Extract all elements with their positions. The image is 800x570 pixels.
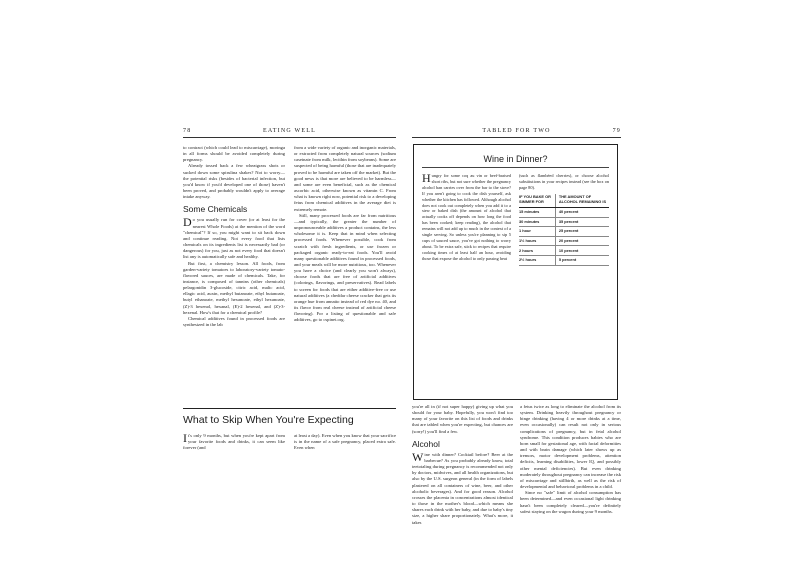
left-page [183,128,396,498]
right-column-2 [520,404,621,515]
table-header-cell: IF YOU BAKE OR SIMMER FOR [519,194,555,208]
table-cell: 10 percent [555,246,609,256]
table-row [519,246,609,256]
box-left-column [422,173,511,262]
wine-in-dinner-box [413,144,618,400]
table-row [519,227,609,237]
right-head-rule [412,137,621,138]
paragraph: But first, a chemistry lesson. All foods, from garden-variety tomatoes to laboratory-variety tomato-flavored sauces, are made of chemicals. Take, for instance, is composed of tannins (other chemicals) pelargonidin 3-glucoside, citric acid, malic acid, ellagic acid, auxin, methyl butanoate, ethyl butanoate, butyl ethanoate, methyl hexanoate, ethyl hexanoate, (Z)-3 hexenol, hexanal, (E)-2 hexenal, and (Z)-3-hexenal. How's that for a chemical profile? [183,260,285,315]
left-running-title: EATING WELL [263,128,316,134]
paragraph: a fetus twice as long to eliminate the alcohol from its system. Drinking heavily throughout pregnancy or binge drinking (having 4 or more drinks at a time, even occasionally) can result not only in serious complications of pregnancy, but in fetal alcohol syndrome. This condition produces babies who are born small for gestational age, with facial deformities and with brain damage (which later shows up as tremors, motor development problems, attention deficits, learning disabilities, lower IQ, and possibly other mental deficiencies). But even drinking moderately throughout pregnancy can increase the risk of miscarriage and stillbirth, as well as the risk of developmental and behavioral problems in a child. [520,404,621,490]
table-header-cell: THE AMOUNT OF ALCOHOL REMAINING IS [555,194,609,208]
left-column-1 [183,145,285,328]
table-cell: 35 percent [555,217,609,227]
table-header-row [519,194,609,208]
table-cell: 25 percent [555,227,609,237]
paragraph: you're all in (if not super happy) giving up what you should for your baby. Hopefully, you won't find too many of your favorite on this list of foods and drinks that are tabled when you're expecting, but chances are (sorry!) you'll find a few. [412,404,513,434]
table-cell: 40 percent [555,208,609,218]
left-column-2 [294,145,396,324]
table-cell: 30 minutes [519,217,555,227]
table-row [519,255,609,265]
table-cell: 15 minutes [519,208,555,218]
paragraph: Already tossed back a few wheatgrass shots or sucked down some spirulina shakes? Not to worry—the potential risks (besides of bacterial infection, but you'd know if you'd developed one of those) haven't been proved, and probably wouldn't apply to average intake anyway. [183,163,285,200]
drop-cap: W [412,449,424,464]
left-page-number: 78 [183,128,192,134]
drop-cap: D [183,215,192,230]
paragraph: to contract (which could lead to miscarriage), moringa in all forms should be avoided completely during pregnancy. [183,145,285,163]
left-running-head [183,128,396,137]
paragraph [183,433,285,451]
box-title: Wine in Dinner? [483,154,548,164]
box-right-column [519,173,609,191]
table-row [519,208,609,218]
section-rule [183,408,396,409]
paragraph: (such as flambéed cherries), or choose alcohol substitutions in your recipes instead (see the box on page 80). [519,173,609,190]
table-cell: 5 percent [555,255,609,265]
section-heading-some-chemicals: Some Chemicals [183,204,248,215]
section-heading-alcohol: Alcohol [412,438,440,449]
paragraph-text: ungry for some coq au vin or beef-braised short ribs, but not sure whether the pregnancy alcohol ban carries over from the bar to the stove? If you aren't going to cook the dish yourself, ask whether the kitchen has followed. Although alcohol does not cook out completely when you add it to a stew or baked dish (the amount of alcohol that actually cooks off depends on how long the food has been cooked; keep reading), the alcohol that remains will not add up to much in the context of a single serving. So unless you're planning to sip 5 cups of sauced sauce, you've got nothing to worry about. To be extra safe, stick to recipes that require cooking times of at least half an hour, avoiding those that expose the alcohol to only passing heat [422,173,511,261]
box-rule [422,167,609,168]
table-cell: 1 hour [519,227,555,237]
table-cell: 2 hours [519,246,555,256]
right-page-number: 79 [612,128,621,134]
table-row [519,217,609,227]
paragraph [412,449,513,526]
skip-column-1 [183,433,285,451]
section-heading-what-to-skip: What to Skip When You're Expecting [183,414,354,426]
paragraph-text: ine with dinner? Cocktail before? Beer at the barbecue? As you probably already know, total teetotaling during pregnancy is recommended not only by doctors, midwives, and all health organizations, but also by the U.S. surgeon general (in the form of labels plastered on all containers of wine, beer, and other alcoholic beverages). And for good reason. Alcohol crosses the placenta in concentrations almost identical to those in the mother's blood—which means she shares each drink with her baby, and due to baby's tiny size, a higher share proportionately. What's more, it takes [412,451,513,525]
paragraph-text: t's only 9 months, but when you're kept apart from your favorite foods and drinks, it can seem like forever (and [183,433,285,451]
paragraph-text: o you usually run for cover (or at least for the nearest Whole Foods) at the mention of the word "chemical"? If so, you might want to sit back down and continue reading. Not every food that lists chemicals on its ingredients list is necessarily bad (or dangerous) for you, just as not every food that doesn't list any is automatically safe and healthy. [183,217,285,260]
paragraph: at least a day). Even when you know that your sacrifice is in the name of a safe pregnancy, placed extra safe. Even when [294,433,396,451]
paragraph [422,173,511,262]
skip-column-2 [294,433,396,451]
paragraph [183,217,285,260]
table-cell: 1½ hours [519,236,555,246]
drop-cap: H [422,171,431,185]
alcohol-remaining-table [519,194,609,266]
table-cell: 2½ hours [519,255,555,265]
table-cell: 20 percent [555,236,609,246]
paragraph: from a wide variety of organic and inorganic materials, or extracted from completely natural sources (sodium caseinate from milk, lecithin from soybeans). Some are suspected of being harmful (those that are inadequately proved to be harmful are taken off the market). But the good news is that more are believed to be harmless—and some are even beneficial, such as the chemical ascorbic acid, otherwise known as vitamin C. From what is known right now, potential risk to a developing fetus from chemical additives in the average diet is extremely remote. [294,145,396,212]
paragraph: Still, many processed foods are far from nutritious—and typically, the greater the number of unpronounceable additives a product contains, the less wholesome it is. Keep that in mind when selecting processed foods. Whenever possible, cook from scratch with fresh ingredients, or use frozen or packaged organic ready-to-eat foods. You'll avoid many questionable additives found in processed foods, and your meals will be more nutritious, too. Whenever you have a choice (and clearly you won't always), choose foods that are free of artificial additives (colorings, flavorings, and preservatives). Read labels to screen for foods that are either additive-free or use natural additives (a cheddar cheese cracker that gets its orange hue from annatto instead of red dye no. 40, and its flavor from real cheese instead of artificial cheese flavoring). For a listing of questionable and safe additives, go to cspinet.org. [294,212,396,323]
paragraph: Chemical additives found in processed foods are synthesized in the lab [183,315,285,328]
paragraph: Since no "safe" limit of alcohol consumption has been determined—and even occasional light drinking hasn't been completely cleared—you're definitely safest staying on the wagon during your 9 months. [520,490,621,514]
left-head-rule [183,137,396,138]
right-running-head [412,128,621,137]
right-running-title: TABLED FOR TWO [482,128,551,134]
right-column-1 [412,404,513,526]
table-row [519,236,609,246]
drop-cap: I [183,431,187,445]
right-page [412,128,621,525]
